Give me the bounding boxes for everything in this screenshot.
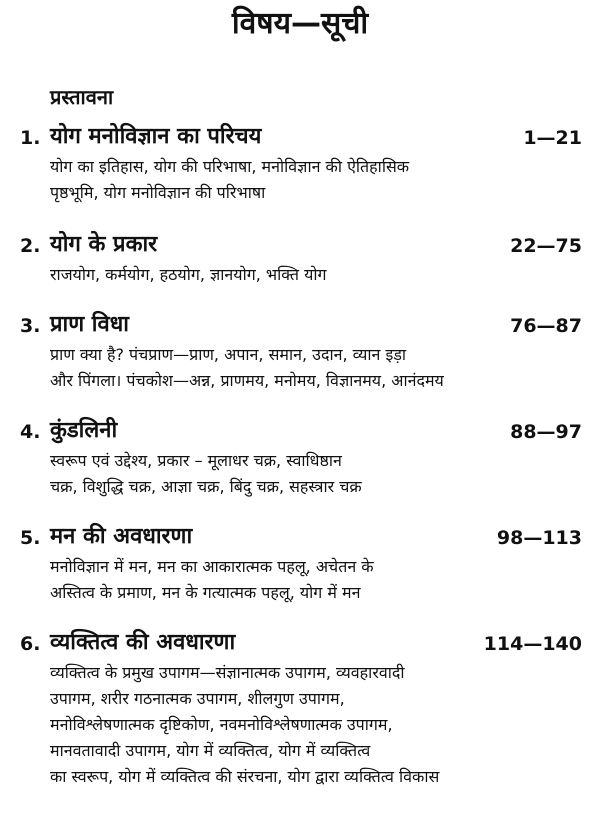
chapter-number: 6. [20, 633, 41, 655]
chapter-topics [50, 262, 584, 288]
chapter-page-range: 22—75 [510, 235, 582, 257]
chapter-number: 5. [20, 527, 41, 549]
chapter-topics [50, 554, 584, 606]
chapter-title: व्यक्तित्व की अवधारणा [50, 630, 236, 655]
chapter-heading [0, 520, 600, 554]
topic-line: और पिंगला। पंचकोश—अन्न, प्राणमय, मनोमय, विज्ञानमय, आनंदमय [50, 371, 444, 390]
chapter-entry [0, 626, 600, 790]
topic-line: व्यक्तित्व के प्रमुख उपागम—संज्ञानात्मक उपागम, व्यवहारवादी [50, 663, 405, 682]
topic-line: स्वरूप एवं उद्देश्य, प्रकार – मूलाधर चक्र, स्वाधिष्ठान [50, 451, 342, 470]
page-title: विषय—सूची [231, 6, 369, 41]
chapter-entry [0, 414, 600, 500]
chapter-heading [0, 626, 600, 660]
topic-line: का स्वरूप, योग में व्यक्तित्व की संरचना, योग द्वारा व्यक्तित्व विकास [50, 767, 440, 786]
chapter-number: 2. [20, 235, 41, 257]
chapter-entry [0, 228, 600, 288]
chapter-heading [0, 228, 600, 262]
chapter-page-range: 76—87 [510, 315, 582, 337]
chapter-title: मन की अवधारणा [50, 524, 193, 549]
chapter-topics [50, 448, 584, 500]
topic-line: योग का इतिहास, योग की परिभाषा, मनोविज्ञान की ऐतिहासिक [50, 157, 410, 176]
chapter-heading [0, 308, 600, 342]
topic-line: प्राण क्या है? पंचप्राण—प्राण, अपान, समान, उदान, व्यान इड़ा [50, 345, 407, 364]
chapter-entry [0, 520, 600, 606]
chapter-title: योग मनोविज्ञान का परिचय [50, 124, 262, 149]
chapter-entry [0, 308, 600, 394]
chapter-topics [50, 154, 584, 206]
topic-line: अस्तित्व के प्रमाण, मन के गत्यात्मक पहलू, योग में मन [50, 583, 361, 602]
topic-line: उपागम, शरीर गठनात्मक उपागम, शीलगुण उपागम, [50, 689, 345, 708]
chapter-page-range: 114—140 [483, 633, 582, 655]
chapter-number: 4. [20, 421, 41, 443]
chapter-page-range: 88—97 [510, 421, 582, 443]
chapter-number: 3. [20, 315, 41, 337]
topic-line: चक्र, विशुद्धि चक्र, आज्ञा चक्र, बिंदु चक्र, सहस्त्रार चक्र [50, 477, 362, 496]
topic-line: पृष्ठभूमि, योग मनोविज्ञान की परिभाषा [50, 183, 266, 202]
topic-line: मनोविश्लेषणात्मक दृष्टिकोण, नवमनोविश्लेषणात्मक उपागम, [50, 715, 393, 734]
chapter-page-range: 98—113 [496, 527, 582, 549]
chapter-heading [0, 414, 600, 448]
chapter-title: प्राण विधा [50, 312, 129, 337]
chapter-page-range: 1—21 [523, 127, 582, 149]
chapter-number: 1. [20, 127, 41, 149]
topic-line: मानवतावादी उपागम, योग में व्यक्तित्व, योग में व्यक्तित्व [50, 741, 371, 760]
preface-entry: प्रस्तावना [50, 85, 114, 109]
chapter-title: योग के प्रकार [50, 232, 158, 257]
chapter-topics [50, 342, 584, 394]
chapter-entry [0, 120, 600, 206]
topic-line: मनोविज्ञान में मन, मन का आकारात्मक पहलू, अचेतन के [50, 557, 374, 576]
topic-line: राजयोग, कर्मयोग, हठयोग, ज्ञानयोग, भक्ति योग [50, 265, 327, 284]
chapter-topics [50, 660, 584, 790]
chapter-title: कुंडलिनी [50, 418, 118, 443]
chapter-heading [0, 120, 600, 154]
